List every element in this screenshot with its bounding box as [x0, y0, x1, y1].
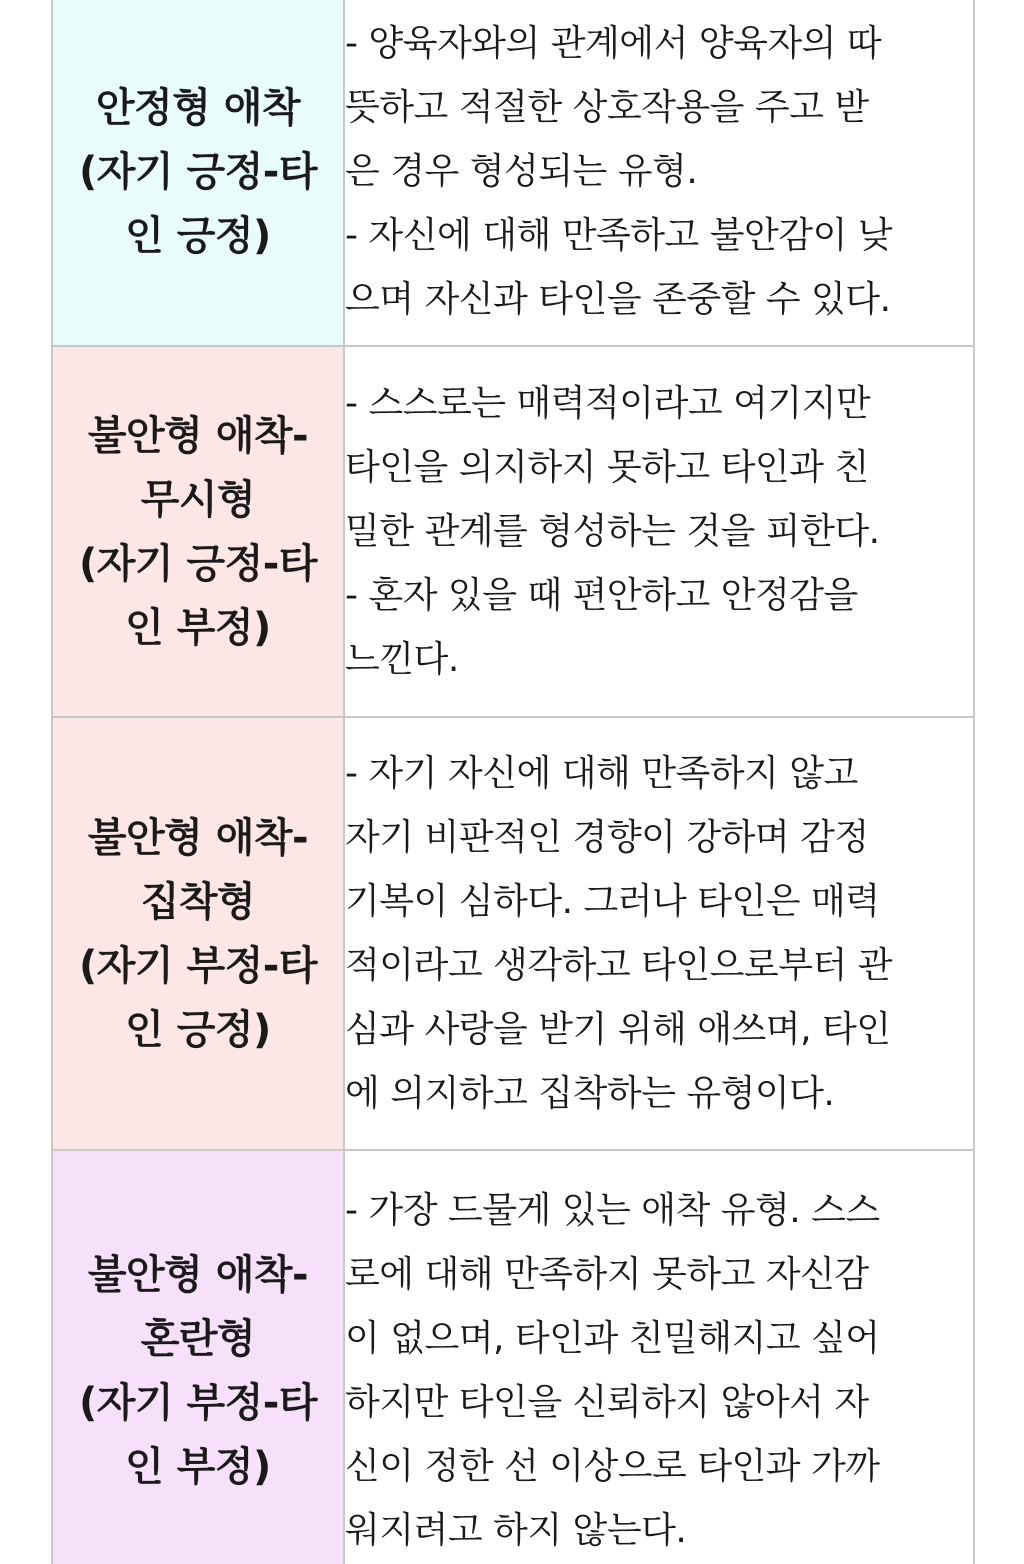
desc-line: - 혼자 있을 때 편안하고 안정감을: [345, 574, 858, 616]
desc-cell-secure: [344, 0, 974, 346]
desc-line: 기복이 심하다. 그러나 타인은 매력: [345, 880, 880, 922]
type-line: 인 긍정): [125, 1006, 271, 1053]
desc-line: - 스스로는 매력적이라고 여기지만: [345, 382, 871, 424]
desc-line: - 자기 자신에 대해 만족하지 않고: [345, 752, 858, 794]
table-row-dismissive: [52, 346, 974, 717]
desc-line: - 가장 드물게 있는 애착 유형. 스스: [345, 1190, 880, 1231]
desc-line: 에 의지하고 집착하는 유형이다.: [345, 1072, 835, 1114]
desc-line: 심과 사랑을 받기 위해 애쓰며, 타인: [345, 1008, 891, 1050]
type-cell-dismissive: [52, 346, 344, 717]
type-line: 무시형: [140, 476, 256, 523]
type-line: 불안형 애착-: [87, 814, 309, 861]
type-line: 불안형 애착-: [87, 412, 309, 459]
type-cell-fearful: [52, 1150, 344, 1564]
type-line: 인 긍정): [125, 212, 271, 259]
desc-line: 이 없으며, 타인과 친밀해지고 싶어: [345, 1318, 880, 1359]
desc-cell-fearful: [344, 1150, 974, 1564]
table-row-secure: [52, 0, 974, 346]
type-line: 인 부정): [125, 604, 271, 651]
desc-line: 신이 정한 선 이상으로 타인과 가까: [345, 1446, 880, 1487]
type-line: 불안형 애착-: [87, 1252, 309, 1298]
desc-cell-dismissive: [344, 346, 974, 717]
type-line: (자기 부정-타: [78, 1380, 317, 1426]
desc-line: 느낀다.: [345, 638, 459, 680]
desc-line: 하지만 타인을 신뢰하지 않아서 자: [345, 1382, 869, 1423]
desc-line: 적이라고 생각하고 타인으로부터 관: [345, 944, 892, 986]
type-line: (자기 부정-타: [78, 942, 317, 989]
desc-line: 타인을 의지하지 못하고 타인과 친: [345, 446, 869, 488]
type-line: 집착형: [140, 878, 256, 925]
desc-line: 으며 자신과 타인을 존중할 수 있다.: [345, 278, 891, 320]
type-line: 혼란형: [140, 1316, 256, 1362]
desc-line: 은 경우 형성되는 유형.: [345, 150, 698, 192]
desc-line: 로에 대해 만족하지 못하고 자신감: [345, 1254, 869, 1295]
desc-line: - 양육자와의 관계에서 양육자의 따: [345, 22, 882, 64]
desc-line: 뜻하고 적절한 상호작용을 주고 받: [345, 86, 869, 128]
type-line: 인 부정): [125, 1444, 271, 1490]
type-cell-preoccupied: [52, 717, 344, 1150]
type-line: 안정형 애착: [95, 84, 301, 131]
table-row-fearful: [52, 1150, 974, 1564]
type-cell-secure: [52, 0, 344, 346]
desc-cell-preoccupied: [344, 717, 974, 1150]
table-row-preoccupied: [52, 717, 974, 1150]
desc-line: 밀한 관계를 형성하는 것을 피한다.: [345, 510, 880, 552]
type-line: (자기 긍정-타: [78, 540, 317, 587]
desc-line: - 자신에 대해 만족하고 불안감이 낮: [345, 214, 893, 256]
desc-line: 자기 비판적인 경향이 강하며 감정: [345, 816, 869, 858]
type-line: (자기 긍정-타: [78, 148, 317, 195]
desc-line: 워지려고 하지 않는다.: [345, 1510, 687, 1551]
attachment-types-table: [51, 0, 975, 1564]
